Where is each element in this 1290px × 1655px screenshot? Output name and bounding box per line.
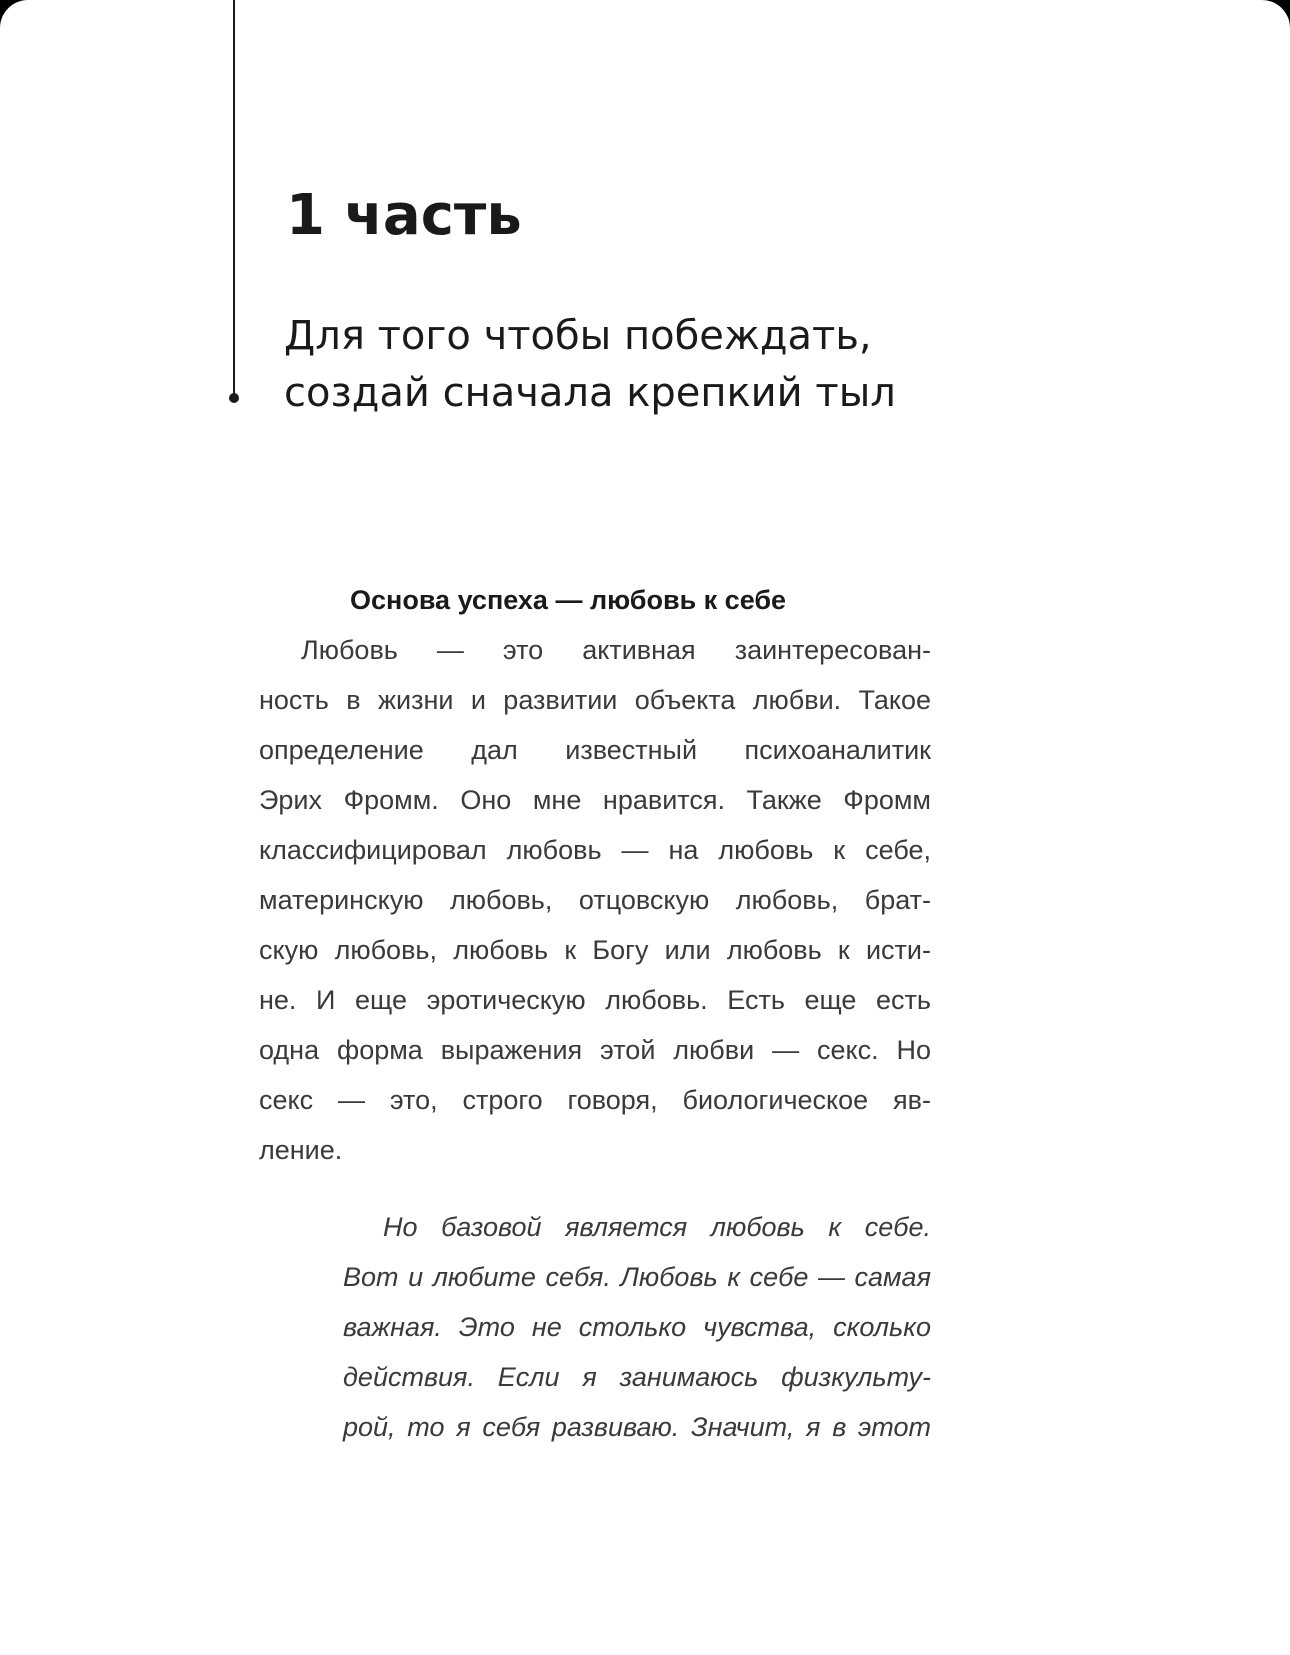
quote-line: Но базовой является любовь к себе. (383, 1212, 931, 1242)
section-heading: Основа успеха — любовь к себе (350, 585, 787, 615)
rule-end-dot (229, 393, 239, 403)
paragraph-line: не. И еще эротическую любовь. Есть еще есть (259, 985, 931, 1015)
quote-line: важная. Это не столько чувства, сколько (343, 1312, 931, 1342)
paragraph-line: секс — это, строго говоря, биологическое яв- (259, 1085, 931, 1115)
body-paragraph (259, 625, 931, 1175)
quote-line: Вот и любите себя. Любовь к себе — самая (343, 1262, 931, 1292)
italic-quote (343, 1202, 931, 1452)
part-subtitle (284, 308, 896, 422)
subtitle-line: создай сначала крепкий тыл (284, 370, 896, 416)
part-title: 1 часть (286, 183, 522, 248)
paragraph-line: скую любовь, любовь к Богу или любовь к исти- (259, 935, 931, 965)
paragraph-line: ление. (259, 1135, 343, 1165)
paragraph-line: ность в жизни и развитии объекта любви. Такое (259, 685, 931, 715)
paragraph-line: определение дал известный психоаналитик (259, 735, 931, 765)
quote-line: рой, то я себя развиваю. Значит, я в этот (343, 1412, 931, 1442)
paragraph-line: одна форма выражения этой любви — секс. Но (259, 1035, 931, 1065)
paragraph-line: материнскую любовь, отцовскую любовь, брат- (259, 885, 931, 915)
quote-line: действия. Если я занимаюсь физкульту- (343, 1362, 931, 1392)
paragraph-line: классифицировал любовь — на любовь к себе, (259, 835, 931, 865)
vertical-rule (233, 0, 235, 394)
paragraph-line: Любовь — это активная заинтересован- (301, 635, 931, 665)
subtitle-line: Для того чтобы побеждать, (284, 313, 872, 359)
paragraph-line: Эрих Фромм. Оно мне нравится. Также Фромм (259, 785, 931, 815)
